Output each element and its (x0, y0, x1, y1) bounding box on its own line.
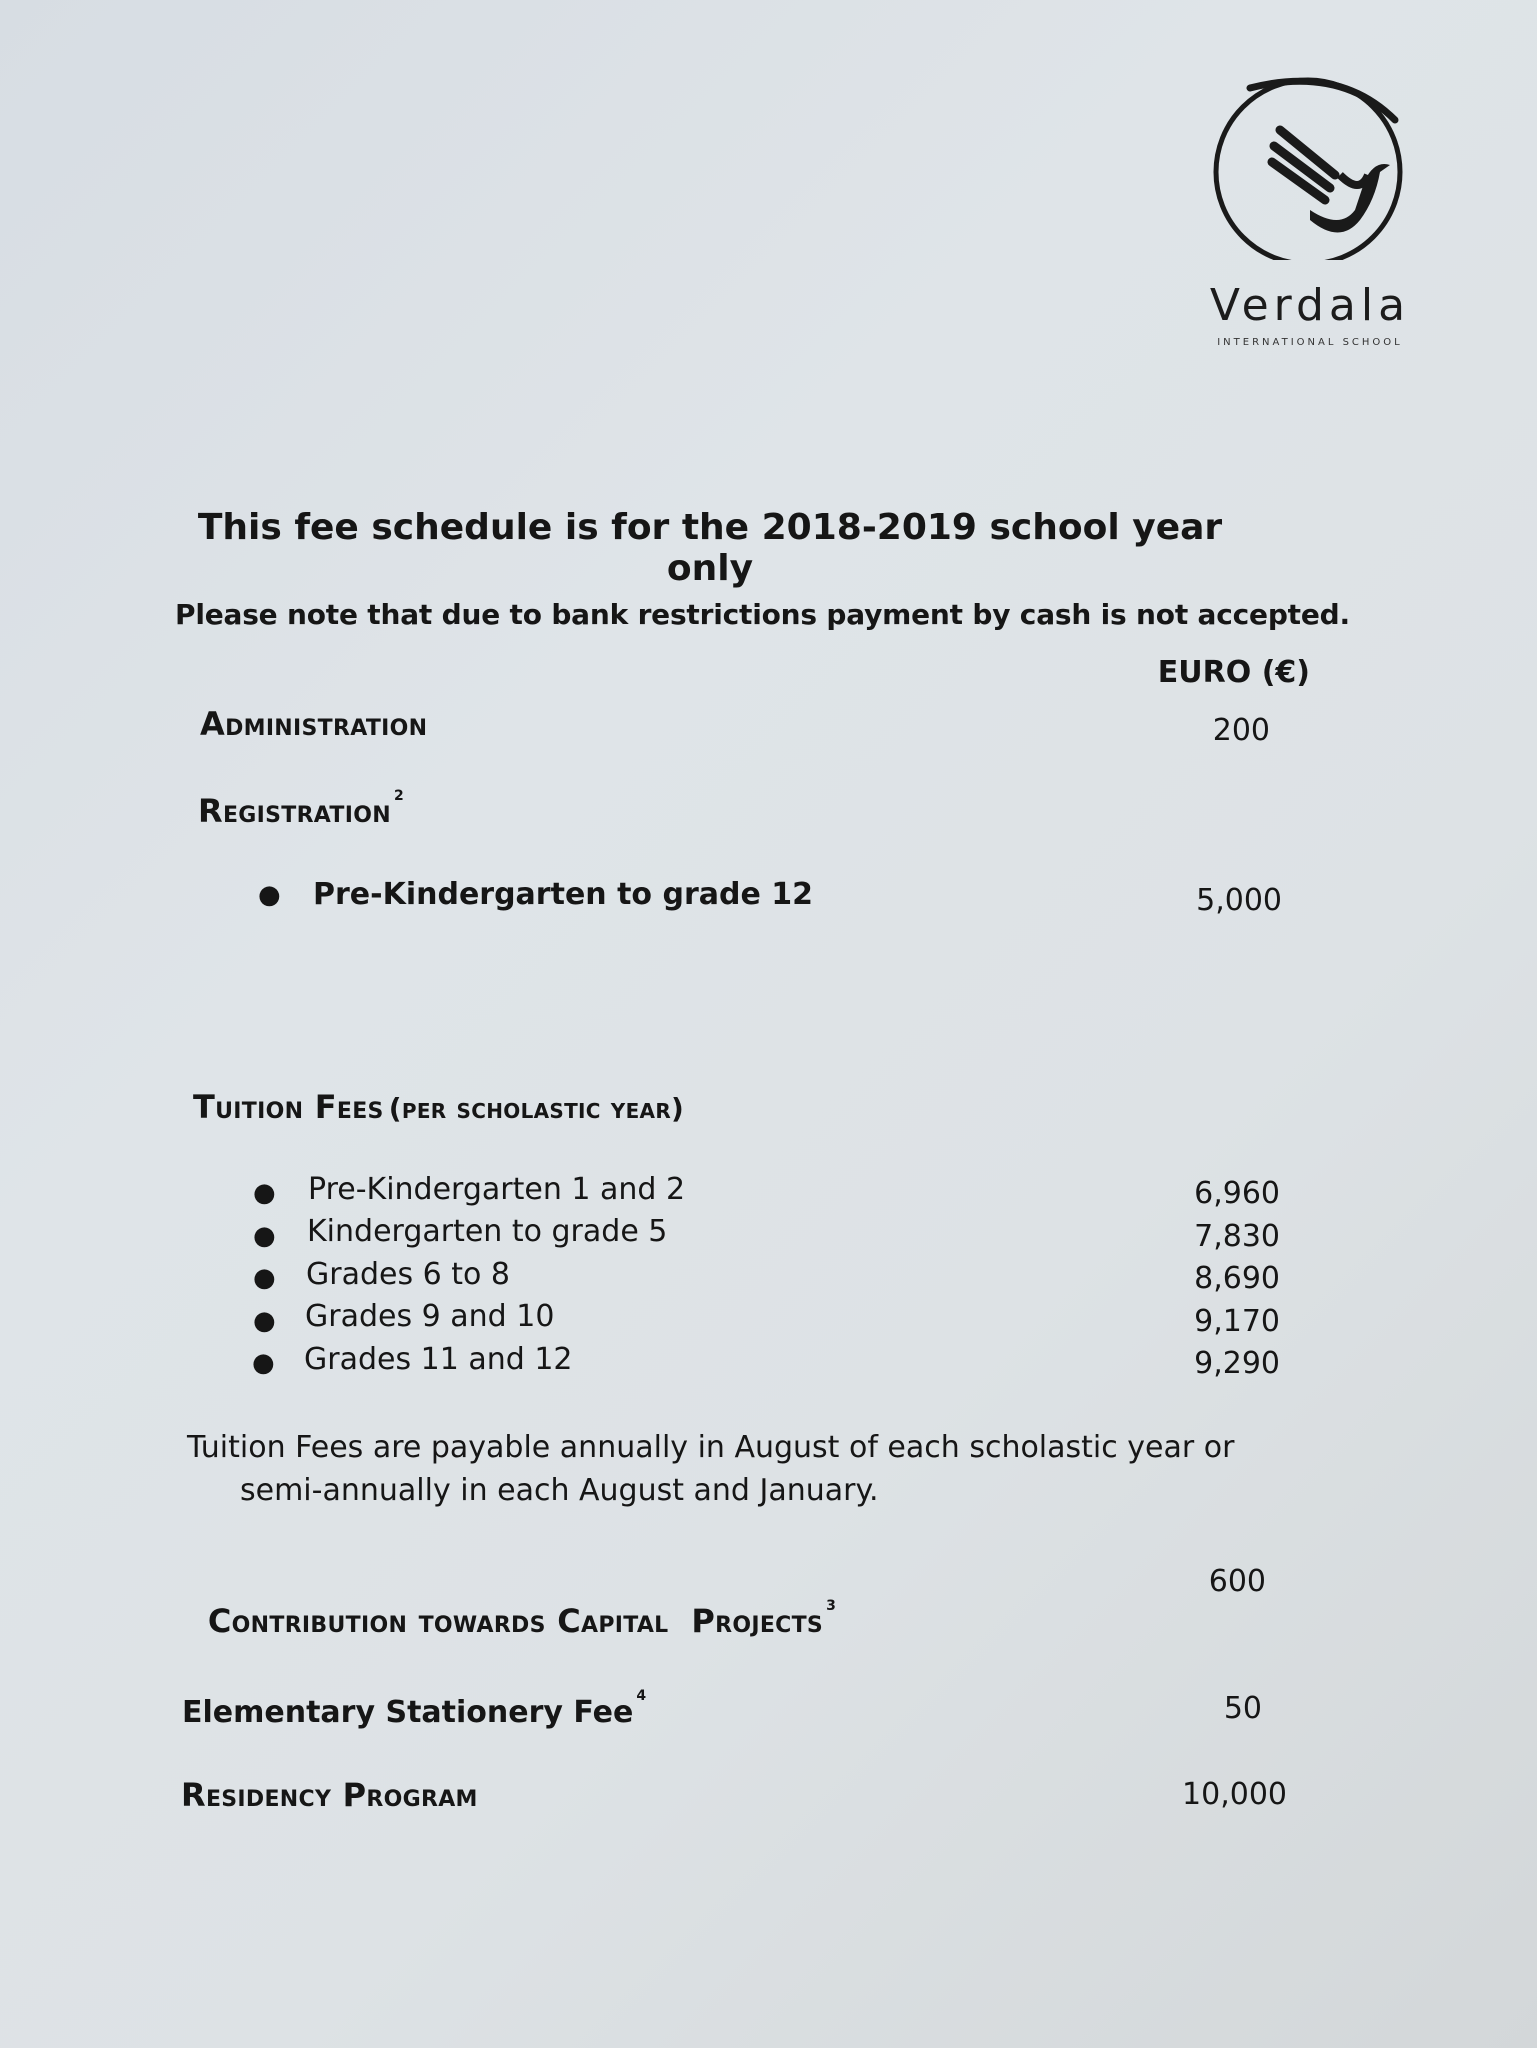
stationery-value: 50 (1223, 1691, 1262, 1726)
tuition-item-value: 7,830 (1194, 1219, 1280, 1254)
stationery-text: Elementary Stationery Fee (182, 1695, 634, 1730)
payment-note: Please note that due to bank restrictions payment by cash is not accepted. (175, 598, 1350, 631)
school-subtitle: INTERNATIONAL SCHOOL (1217, 337, 1403, 348)
bullet: ● (253, 1178, 276, 1208)
administration-label: Administration (200, 705, 428, 743)
school-name: Verdala (1209, 280, 1411, 331)
registration-label (198, 788, 404, 830)
stationery-footnote: 4 (636, 1688, 647, 1704)
bullet: ● (253, 1221, 276, 1251)
bullet: ● (252, 1348, 275, 1378)
registration-text: Registration (198, 792, 391, 830)
tuition-payment-note-line2: semi-annually in each August and January. (240, 1473, 879, 1508)
tuition-item-label: Kindergarten to grade 5 (307, 1214, 668, 1249)
tuition-item-value: 8,690 (1194, 1261, 1280, 1296)
bullet: ● (258, 880, 281, 910)
registration-footnote: 2 (393, 788, 404, 804)
registration-item-label: Pre-Kindergarten to grade 12 (313, 877, 814, 912)
tuition-payment-note-line1: Tuition Fees are payable annually in August of each scholastic year or (187, 1430, 1235, 1465)
capital-text: Contribution towards Capital Projects (207, 1602, 824, 1640)
residency-label: Residency Program (181, 1776, 478, 1814)
registration-item-value: 5,000 (1196, 883, 1282, 918)
tuition-item-value: 6,960 (1194, 1176, 1280, 1211)
capital-value: 600 (1208, 1564, 1266, 1599)
tuition-qualifier: (per scholastic year) (388, 1092, 685, 1125)
tuition-label (193, 1088, 684, 1126)
stationery-label (182, 1688, 646, 1730)
tuition-item-value: 9,290 (1194, 1346, 1280, 1381)
residency-value: 10,000 (1182, 1777, 1287, 1812)
currency-header: EURO (€) (1157, 655, 1310, 690)
tuition-text: Tuition Fees (193, 1088, 384, 1126)
bullet: ● (253, 1306, 276, 1336)
hand-dove-icon (1190, 60, 1430, 260)
tuition-item-label: Grades 9 and 10 (305, 1299, 555, 1334)
capital-footnote: 3 (826, 1598, 837, 1614)
tuition-item-value: 9,170 (1194, 1304, 1280, 1339)
tuition-item-label: Grades 6 to 8 (306, 1257, 510, 1292)
capital-label (185, 1560, 836, 1640)
school-logo (1190, 60, 1430, 350)
tuition-item-label: Pre-Kindergarten 1 and 2 (308, 1172, 686, 1207)
administration-value: 200 (1212, 713, 1270, 748)
page-title: This fee schedule is for the 2018-2019 school year only (197, 507, 1223, 589)
bullet: ● (253, 1263, 276, 1293)
tuition-item-label: Grades 11 and 12 (304, 1342, 573, 1377)
